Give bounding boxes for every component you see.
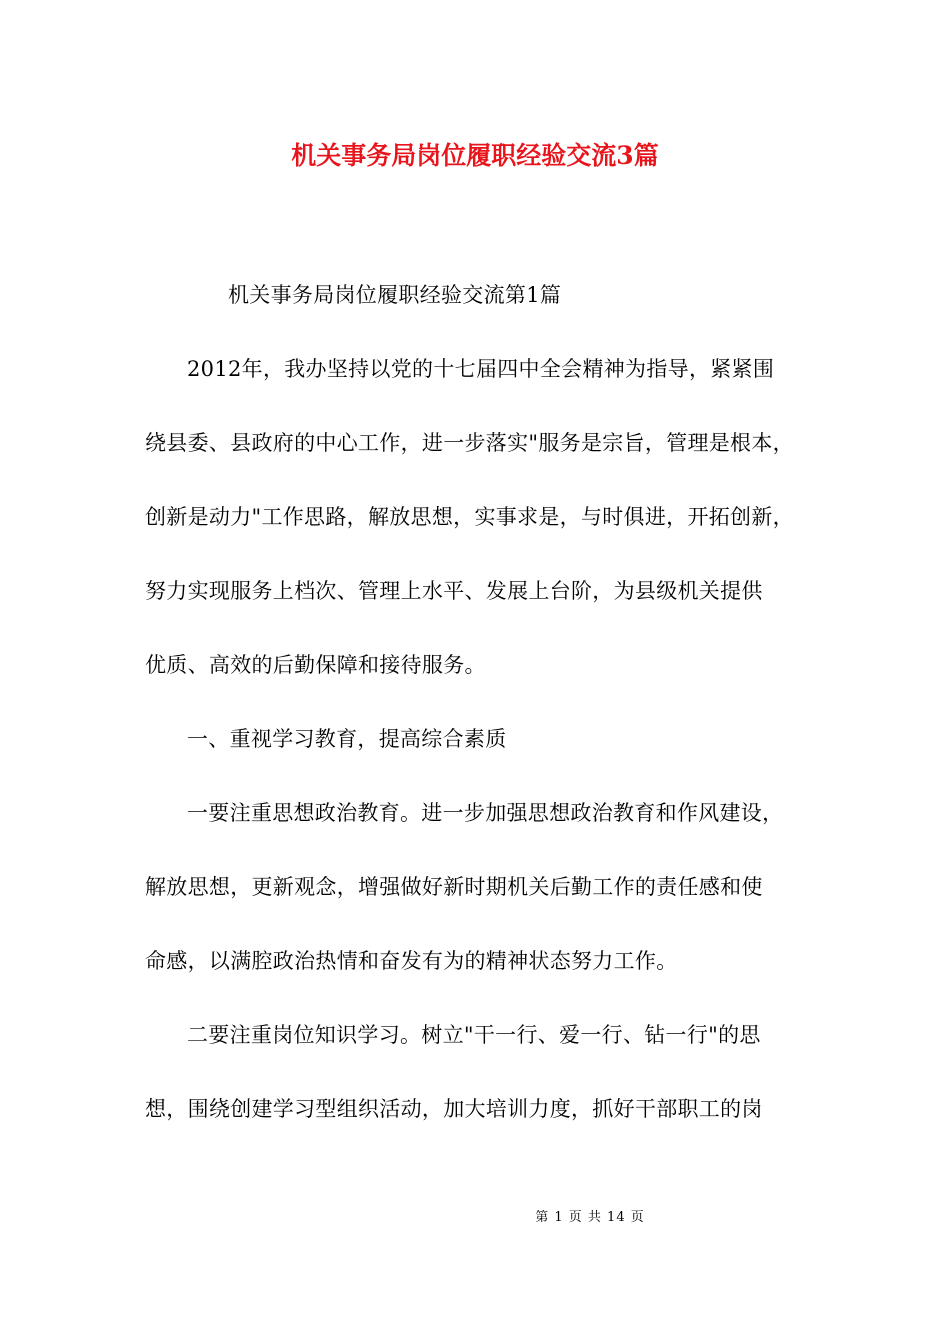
paragraph-line: 2012年，我办坚持以党的十七届四中全会精神为指导，紧紧围 — [187, 357, 775, 381]
paragraph-line: 想，围绕创建学习型组织活动，加大培训力度，抓好干部职工的岗 — [145, 1097, 763, 1121]
paragraph-line: 创新是动力"工作思路，解放思想，实事求是，与时俱进，开拓创新， — [145, 505, 794, 529]
section-heading-1: 机关事务局岗位履职经验交流第1篇 — [228, 283, 562, 307]
paragraph-line: 优质、高效的后勤保障和接待服务。 — [145, 653, 486, 677]
paragraph-line: 命感，以满腔政治热情和奋发有为的精神状态努力工作。 — [145, 949, 678, 973]
page-footer — [0, 1208, 950, 1228]
document-title: 机关事务局岗位履职经验交流3篇 — [291, 141, 659, 170]
subheading-line: 一、重视学习教育，提高综合素质 — [187, 727, 507, 751]
paragraph-line: 努力实现服务上档次、管理上水平、发展上台阶，为县级机关提供 — [145, 579, 763, 603]
paragraph-line: 解放思想，更新观念，增强做好新时期机关后勤工作的责任感和使 — [145, 875, 763, 899]
paragraph-line: 一要注重思想政治教育。进一步加强思想政治教育和作风建设， — [187, 801, 784, 825]
paragraph-line: 绕县委、县政府的中心工作，进一步落实"服务是宗旨，管理是根本， — [145, 431, 794, 455]
paragraph-line: 二要注重岗位知识学习。树立"干一行、爱一行、钻一行"的思 — [187, 1023, 761, 1047]
page-number: 第 1 页 共 14 页 — [535, 1210, 645, 1225]
